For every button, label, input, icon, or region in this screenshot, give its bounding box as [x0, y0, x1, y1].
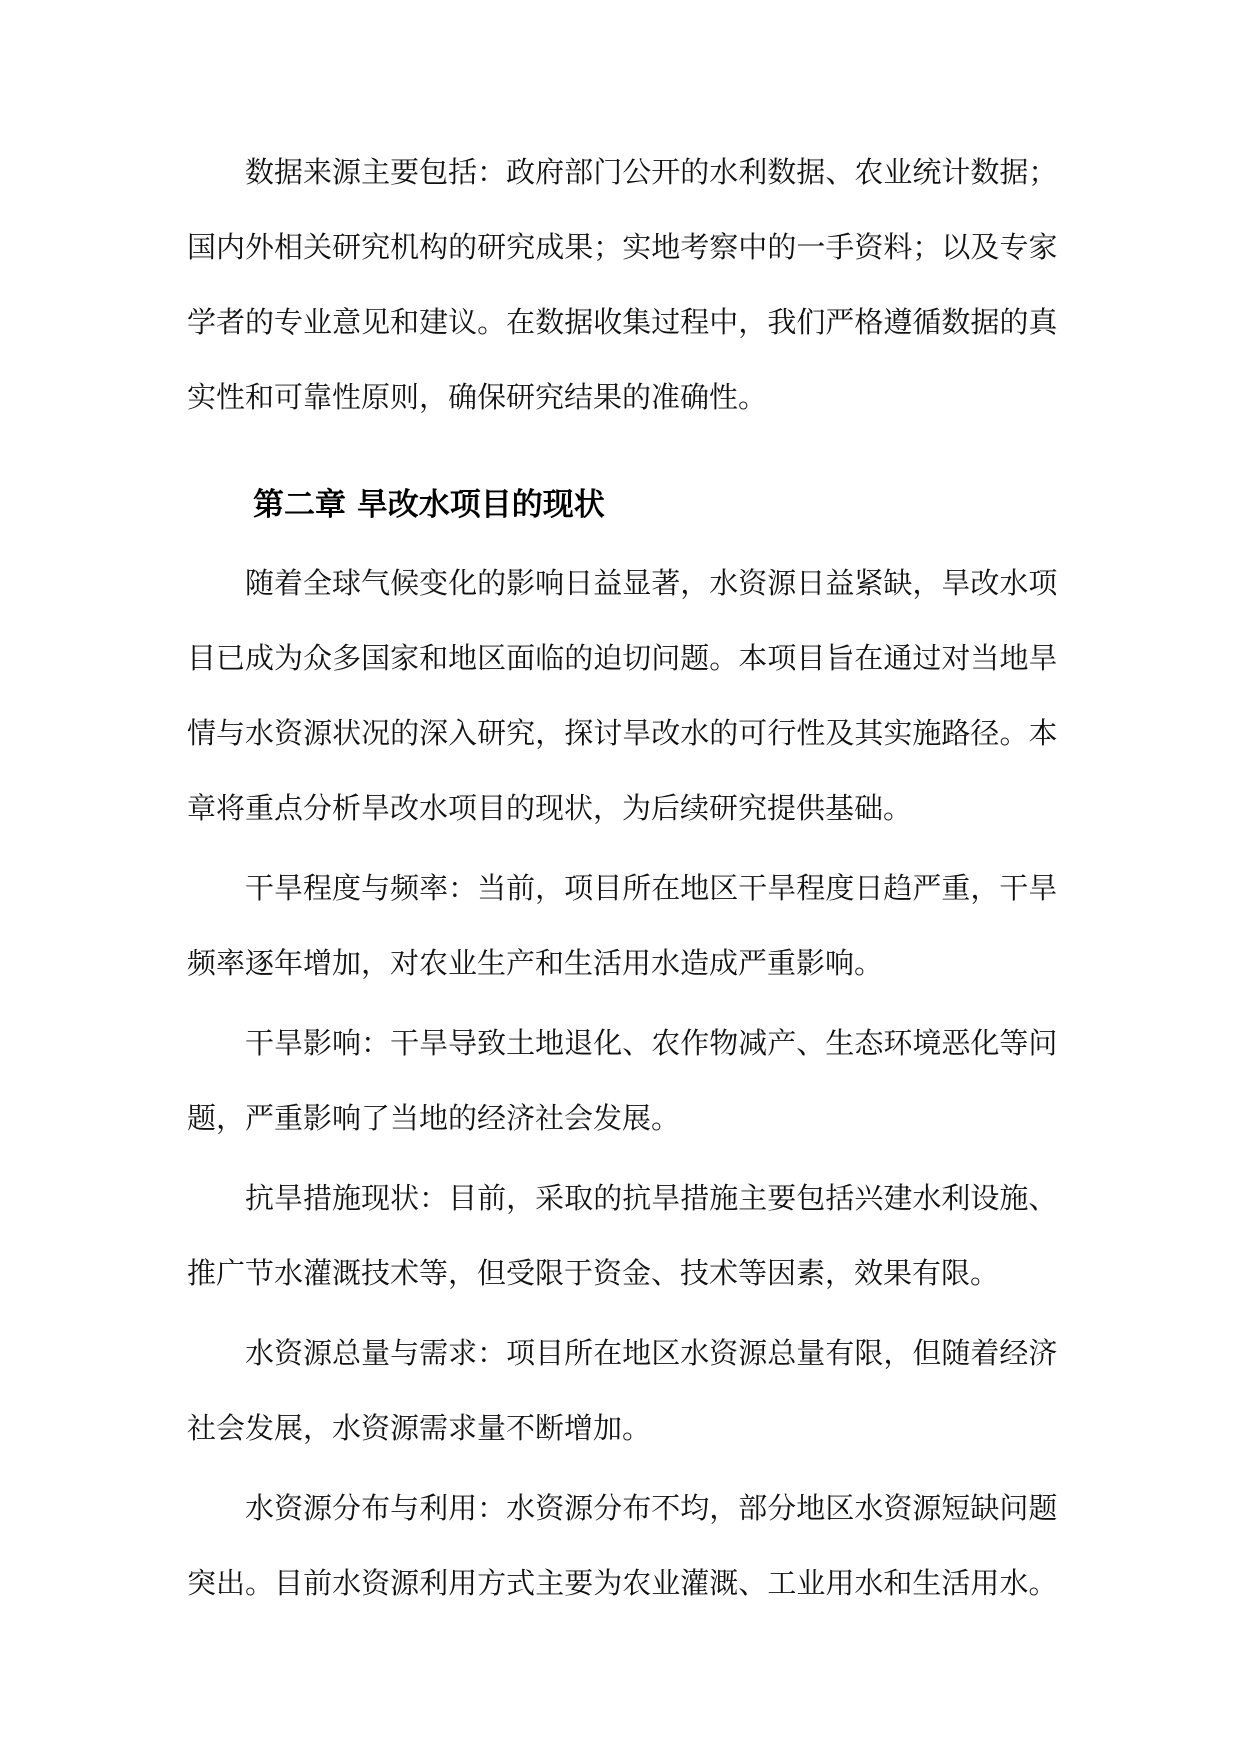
- paragraph-line: 社会发展，水资源需求量不断增加。: [187, 1411, 652, 1445]
- chapter-heading: 第二章 旱改水项目的现状: [253, 487, 605, 523]
- paragraph-line: 水 资 源 总 量 与 需 求 ： 项 目 所 在 地 区 水 资 源 总 量 有 限 ， 但 随 着 经 济: [245, 1336, 1058, 1370]
- paragraph-line: 实性和可靠性原则，确保研究结果的准确性。: [187, 380, 768, 414]
- paragraph-line: 国 内 外 相 关 研 究 机 构 的 研 究 成 果 ； 实 地 考 察 中 的 一 手 资 料 ； 以 及 专 家: [187, 230, 1058, 264]
- paragraph-line: 随 着 全 球 气 候 变 化 的 影 响 日 益 显 著 ， 水 资 源 日 益 紧 缺 ， 旱 改 水 项: [245, 566, 1058, 600]
- paragraph-line: 学 者 的 专 业 意 见 和 建 议 。 在 数 据 收 集 过 程 中 ， 我 们 严 格 遵 循 数 据 的 真: [187, 305, 1058, 339]
- paragraph-line: 频率逐年增加，对农业生产和生活用水造成严重影响。: [187, 946, 884, 980]
- paragraph-line: 干 旱 程 度 与 频 率 ： 当 前 ， 项 目 所 在 地 区 干 旱 程 度 日 趋 严 重 ， 干 旱: [245, 871, 1058, 905]
- paragraph-line: 章将重点分析旱改水项目的现状，为后续研究提供基础。: [187, 791, 913, 825]
- paragraph-line: 题，严重影响了当地的经济社会发展。: [187, 1101, 681, 1135]
- paragraph-line: 水 资 源 分 布 与 利 用 ： 水 资 源 分 布 不 均 ， 部 分 地 区 水 资 源 短 缺 问 题: [245, 1491, 1058, 1525]
- paragraph-line: 目 已 成 为 众 多 国 家 和 地 区 面 临 的 迫 切 问 题 。 本 项 目 旨 在 通 过 对 当 地 旱: [187, 641, 1058, 675]
- paragraph-line: 抗 旱 措 施 现 状 ： 目 前 ， 采 取 的 抗 旱 措 施 主 要 包 括 兴 建 水 利 设 施 、: [245, 1181, 1058, 1215]
- paragraph-line: 数 据 来 源 主 要 包 括 ： 政 府 部 门 公 开 的 水 利 数 据 、 农 业 统 计 数 据 ；: [245, 155, 1058, 189]
- paragraph-line: 突 出 。 目 前 水 资 源 利 用 方 式 主 要 为 农 业 灌 溉 、 工 业 用 水 和 生 活 用 水 。: [187, 1566, 1058, 1600]
- paragraph-line: 干 旱 影 响 ： 干 旱 导 致 土 地 退 化 、 农 作 物 减 产 、 生 态 环 境 恶 化 等 问: [245, 1026, 1058, 1060]
- paragraph-line: 情 与 水 资 源 状 况 的 深 入 研 究 ， 探 讨 旱 改 水 的 可 行 性 及 其 实 施 路 径 。 本: [187, 716, 1058, 750]
- paragraph-line: 推广节水灌溉技术等，但受限于资金、技术等因素，效果有限。: [187, 1256, 1000, 1290]
